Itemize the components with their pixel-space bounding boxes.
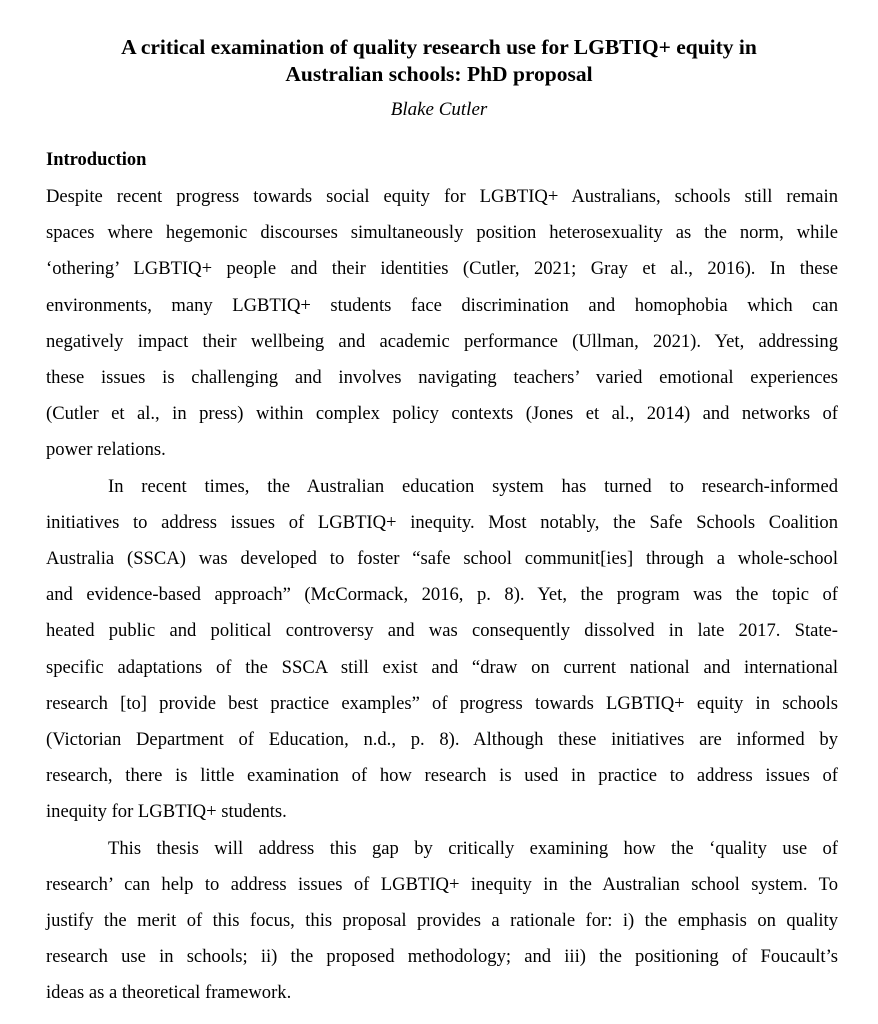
- text-line: specific adaptations of the SSCA still exist and “draw on current national and international: [46, 656, 838, 678]
- document-title: [0, 34, 878, 88]
- paragraph-1: [46, 179, 838, 469]
- title-line-2: Australian schools: PhD proposal: [285, 62, 593, 86]
- paragraph-2: [46, 469, 838, 831]
- paragraph-3: [46, 831, 838, 1012]
- text-line: power relations.: [46, 439, 166, 461]
- text-line: inequity for LGBTIQ+ students.: [46, 801, 287, 823]
- text-line: research use in schools; ii) the proposed methodology; and iii) the positioning of Foucault’s: [46, 946, 838, 968]
- text-line: justify the merit of this focus, this proposal provides a rationale for: i) the emphasis on quality: [46, 910, 838, 932]
- text-line: and evidence-based approach” (McCormack, 2016, p. 8). Yet, the program was the topic of: [46, 584, 838, 606]
- text-line: research [to] provide best practice examples” of progress towards LGBTIQ+ equity in schools: [46, 692, 838, 714]
- text-line: negatively impact their wellbeing and academic performance (Ullman, 2021). Yet, addressing: [46, 330, 838, 352]
- section-heading-introduction: Introduction: [46, 150, 147, 170]
- text-line: Despite recent progress towards social equity for LGBTIQ+ Australians, schools still remain: [46, 186, 838, 207]
- text-line: initiatives to address issues of LGBTIQ+ inequity. Most notably, the Safe Schools Coalition: [46, 511, 838, 533]
- text-line: research, there is little examination of how research is used in practice to address issues of: [46, 765, 838, 787]
- title-line-1: A critical examination of quality research use for LGBTIQ+ equity in: [121, 35, 757, 59]
- text-line: In recent times, the Australian education system has turned to research-informed: [108, 475, 838, 497]
- text-line: research’ can help to address issues of LGBTIQ+ inequity in the Australian school system. To: [46, 873, 838, 895]
- text-line: ideas as a theoretical framework.: [46, 982, 292, 1004]
- document-body: [46, 179, 838, 1012]
- text-line: This thesis will address this gap by critically examining how the ‘quality use of: [108, 837, 838, 859]
- text-line: (Cutler et al., in press) within complex policy contexts (Jones et al., 2014) and networks of: [46, 403, 838, 425]
- text-line: Australia (SSCA) was developed to foster “safe school communit[ies] through a whole-school: [46, 548, 838, 570]
- text-line: environments, many LGBTIQ+ students face discrimination and homophobia which can: [46, 294, 838, 316]
- author-name: Blake Cutler: [390, 99, 488, 120]
- text-line: these issues is challenging and involves navigating teachers’ varied emotional experiences: [46, 367, 838, 389]
- text-line: (Victorian Department of Education, n.d., p. 8). Although these initiatives are informed by: [46, 729, 838, 751]
- text-line: heated public and political controversy and was consequently dissolved in late 2017. State-: [46, 620, 838, 642]
- text-line: spaces where hegemonic discourses simultaneously position heterosexuality as the norm, while: [46, 222, 838, 244]
- text-line: ‘othering’ LGBTIQ+ people and their identities (Cutler, 2021; Gray et al., 2016). In these: [46, 258, 838, 280]
